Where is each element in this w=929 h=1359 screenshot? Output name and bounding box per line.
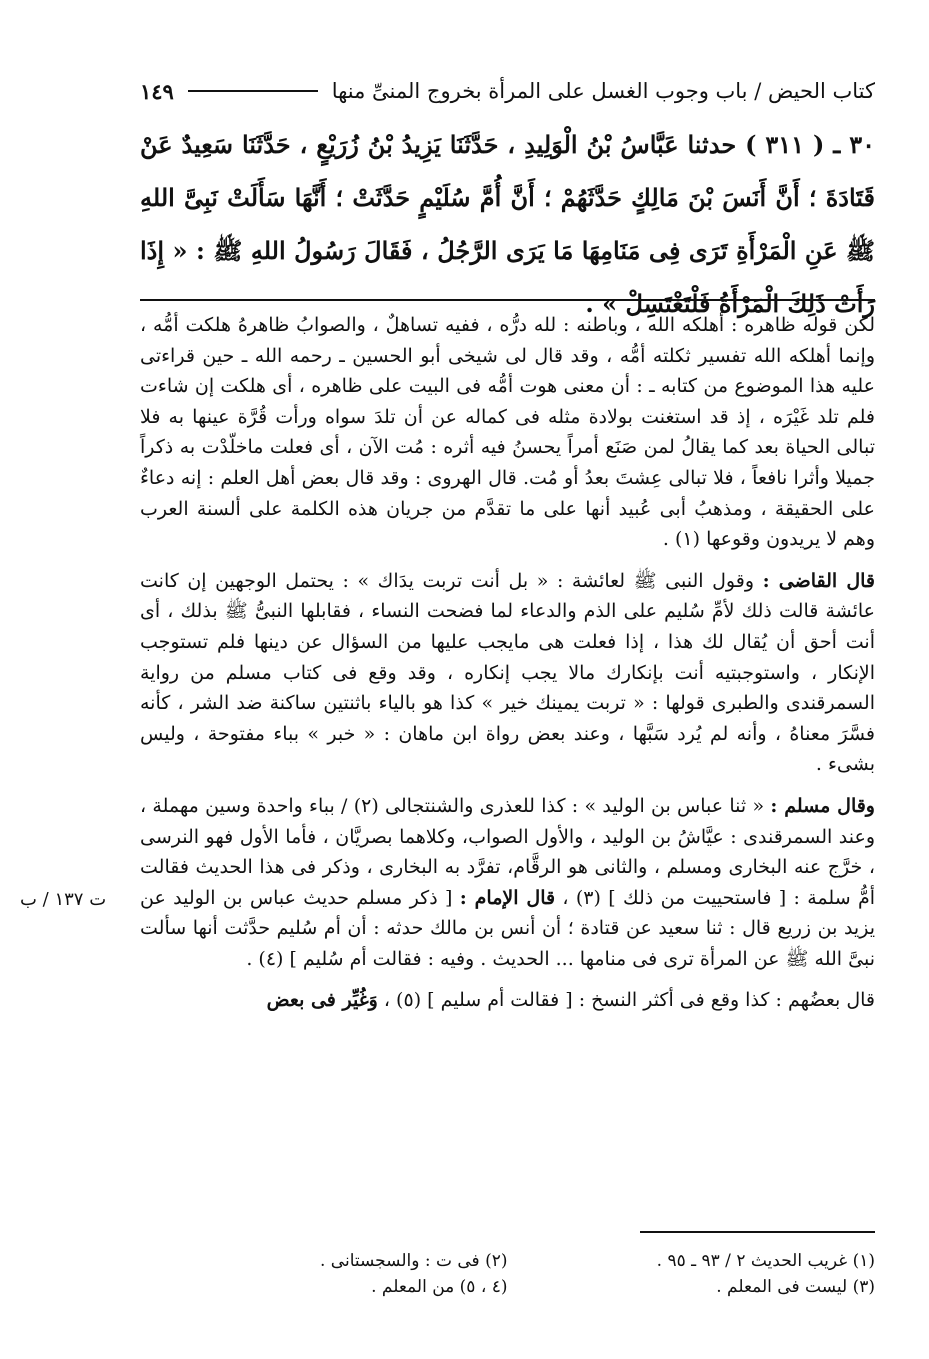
speaker-imam: قال الإمام : [459, 886, 556, 909]
running-title: كتاب الحيض / باب وجوب الغسل على المرأة بخروج المنىِّ منها [331, 79, 875, 103]
commentary-paragraph-3a-text: « ثنا عباس بن الوليد » : كذا للعذرى والشنتجالى (٢) / بباء واحدة وسين مهملة ، وعند السمرقندى : عيَّاشُ بن الوليد ، والأول الصواب، وكلاهما بصريَّان ، فأما الأول فهو النرسى ، خرَّج عنه البخارى ومسلم ، والثانى هو الرقَّام، تفرَّد به البخارى ، وذكر فى هذا الحديث فقالت أمُّ سلمة : [ فاستحييت من ذلك ] (٣) ، [140, 794, 875, 909]
commentary-paragraph-4 [140, 985, 875, 1016]
commentary-paragraph-4b-text: وَغُيِّر فى بعض [266, 989, 378, 1012]
speaker-muslim: وقال مسلم : [770, 794, 875, 817]
hadith-text: ٣٠ ـ ( ٣١١ ) حدثنا عَبَّاسُ بْنُ الْوَلِيدِ ، حَدَّثَنَا يَزِيدُ بْنُ زُرَيْعٍ ، حَدَّثَنَا سَعِيدٌ عَنْ قَتَادَةَ ؛ أَنَّ أَنَسَ بْنَ مَالِكٍ حَدَّثَهُمْ ؛ أَنَّ أُمَّ سُلَيْمٍ حَدَّثَتْ ؛ أَنَّهَا سَأَلَتْ نَبِىَّ اللهِ ﷺ عَنِ الْمَرْأَةِ تَرَى فِى مَنَامِهَا مَا يَرَى الرَّجُلُ ، فَقَالَ رَسُولُ اللهِ ﷺ : « إِذَا رَأَتْ ذَلِكَ الْمَرْأَةُ فَلْتَغْتَسِلْ » . [140, 130, 875, 318]
margin-folio-note: ت ١٣٧ / ب [20, 889, 107, 910]
page-header [140, 74, 875, 108]
commentary-paragraph-3b-text: [ ذكر مسلم حديث عباس بن الوليد عن يزيد بن زريع قال : ثنا سعيد عن قتادة ؛ أن أنس بن مالك حدثه : أن أم سُليم حدَّثت أنها سألت نبىَّ الله ﷺ عن المرأة ترى فى منامها ... الحديث . وفيه : فقالت أم سُليم ] (٤) . [140, 886, 875, 970]
footnote-divider [640, 1231, 875, 1233]
footnote-1: (١) غريب الحديث ٢ / ٩٣ ـ ٩٥ . [656, 1251, 875, 1271]
main-divider [140, 299, 875, 301]
commentary-paragraph-4a-text: قال بعضُهم : كذا وقع فى أكثر النسخ : [ فقالت أم سليم ] (٥) ، [377, 989, 875, 1012]
footnote-4: (٤ ، ٥) من المعلم . [371, 1277, 508, 1297]
footnote-row [140, 1274, 875, 1300]
footnote-3: (٣) ليست فى المعلم . [716, 1277, 875, 1297]
commentary-paragraph-3 [140, 791, 875, 975]
page-number: ١٤٩ [140, 78, 174, 104]
footnotes-block [140, 1248, 875, 1300]
header-rule [188, 90, 318, 92]
speaker-qadi: قال القاضى : [762, 569, 875, 592]
footnote-row [140, 1248, 875, 1274]
footnote-2: (٢) فى ت : والسجستانى . [320, 1251, 508, 1271]
commentary-paragraph-2 [140, 566, 875, 780]
commentary-block [140, 310, 875, 1027]
commentary-paragraph-1: لكن قوله ظاهره : أهلكه الله ، وباطنه : لله درُّه ، ففيه تساهلٌ ، والصوابُ ظاهرهُ هلكت أمُّه ، وإنما أهلكه الله تفسير ثكلته أمُّه ، وقد قال لى شيخى أبو الحسين ـ رحمه الله ـ حين قراءتى عليه هذا الموضوع من كتابه ـ : أن معنى هوت أمُّه فى البيت على ظاهره ، أى هلكت إن شاءت فلم تلد غَيْرَه ، إذ قد استغنت بولادة مثله فى كماله عن أن تلدَ سواه ورأت قُرَّة عينها به فلا تبالى الحياة بعد كما يقالُ لمن صَنَع أمراً يحسنُ فيه أثره : مُت الآن ، أى فعلت ماخلّدْت به ذكراً جميلا وأثرا نافعاً ، فلا تبالى عِشتَ بعدُ أو مُت. قال الهروى : وقد قال بعض أهل العلم : إنه دعاءٌ على الحقيقة ، ومذهبُ أبى عُبيد أنها على ما تقدَّم من جريان هذه الكلمة على ألسنة العرب وهم لا يريدون وقوعها (١) . [140, 314, 875, 551]
commentary-paragraph-2-text: وقول النبى ﷺ لعائشة : « بل أنت تربت يدَاك » : يحتمل الوجهين إن كانت عائشة قالت ذلك لأمِّ سُليم على الذم والدعاء لما فضحت النساء ، فقابلها النبىُّ ﷺ بذلك ، أى أنت أحق أن يُقال لك هذا ، إذا فعلت هى مايجب عليها من السؤال عن دينها فلم تستوجب الإنكار ، واستوجبتيه أنت بإنكارك مالا يجب إنكاره ، وقد وقع فى كتاب مسلم من رواية السمرقندى والطبرى قولها : « تربت يمينك خير » كذا هو بالياء باثنتين ساكنة ضد الشر ، كأنه فسَّرَ معناهُ ، وأنه لم يُرد سَبَّها ، وعند بعض رواة ابن ماهان : « خبر » بباء مفتوحة ، وليس بشىء . [140, 569, 876, 776]
